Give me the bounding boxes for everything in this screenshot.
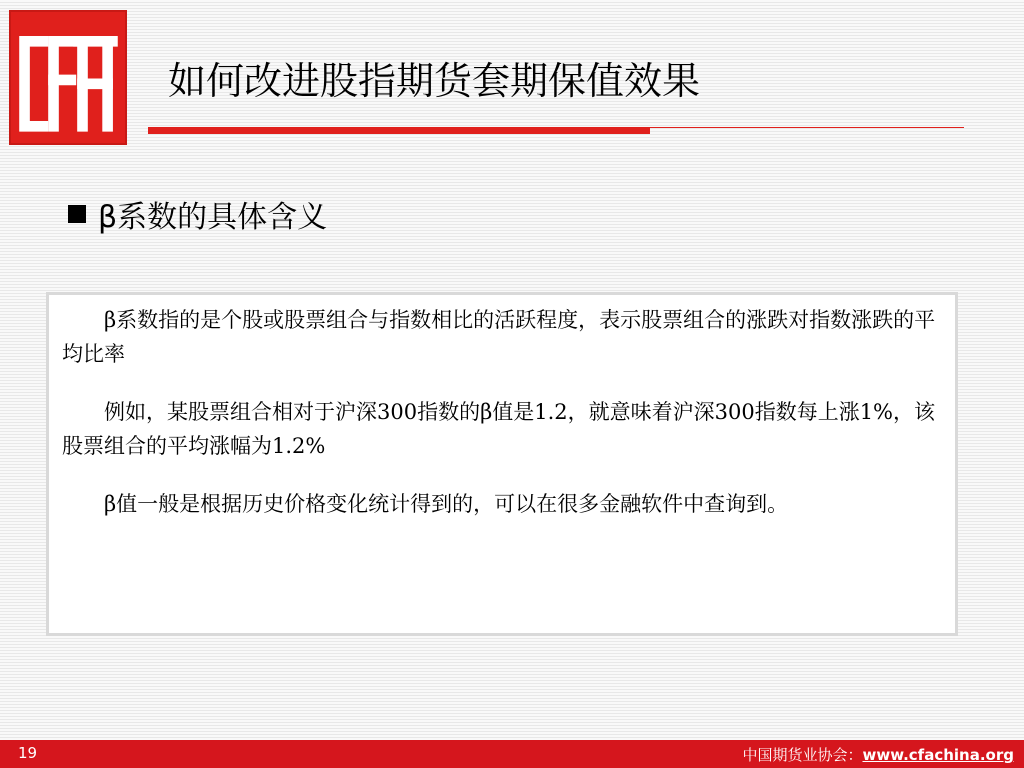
bullet-heading	[68, 192, 327, 236]
paragraph-beta-definition: β系数指的是个股或股票组合与指数相比的活跃程度，表示股票组合的涨跌对指数涨跌的平均比率	[62, 308, 936, 366]
bullet-square-icon	[68, 205, 86, 223]
paragraph-beta-example: 例如，某股票组合相对于沪深300指数的β值是1.2，就意味着沪深300指数每上涨1%，该股票组合的平均涨幅为1.2%	[62, 400, 936, 458]
footer-org-name: 中国期货业协会：	[742, 746, 863, 764]
cfa-logo-icon	[9, 10, 127, 145]
footer-organization	[742, 744, 1014, 765]
slide-title: 如何改进股指期货套期保值效果	[168, 59, 701, 103]
paragraph-beta-source: β值一般是根据历史价格变化统计得到的，可以在很多金融软件中查询到。	[104, 492, 789, 516]
footer-website-link[interactable]: www.cfachina.org	[862, 746, 1014, 764]
footer-bar	[0, 740, 1024, 768]
page-number: 19	[18, 744, 38, 762]
title-underline-thick	[148, 128, 650, 134]
bullet-heading-text: β系数的具体含义	[98, 200, 328, 235]
content-box	[46, 292, 958, 636]
